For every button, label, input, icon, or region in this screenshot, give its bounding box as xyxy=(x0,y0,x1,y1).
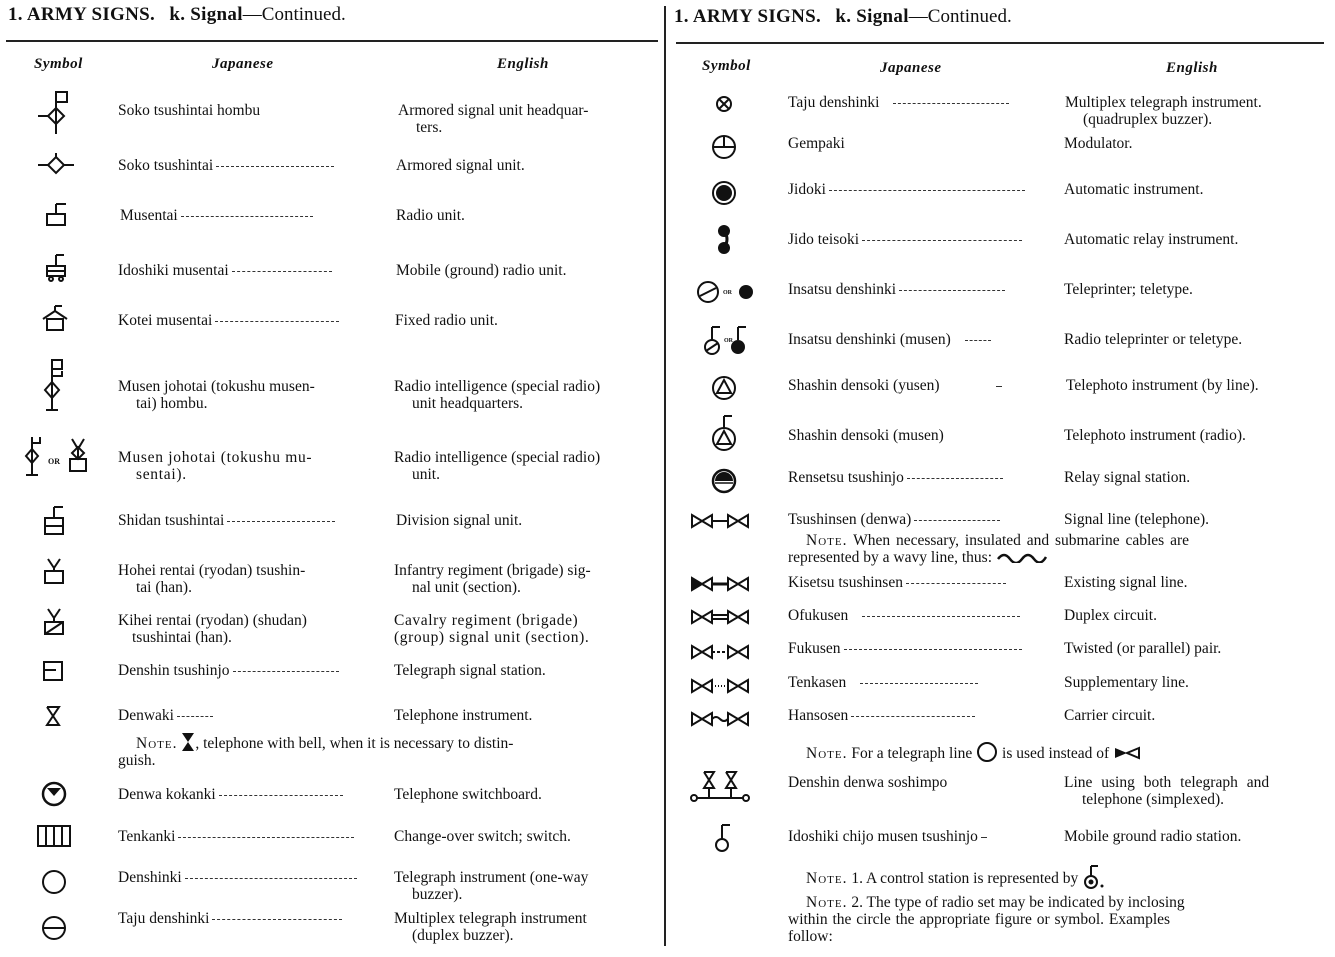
english-column-header: English xyxy=(497,56,549,72)
note-label: Note. xyxy=(136,735,178,752)
telegraph-instrument-icon xyxy=(40,868,68,896)
japanese-term xyxy=(118,449,312,483)
telephoto-line-icon xyxy=(710,374,738,402)
english-line: Infantry regiment (brigade) sig- xyxy=(394,562,591,579)
left-column xyxy=(0,0,663,957)
japanese-text: Tenkasen xyxy=(788,674,847,691)
japanese-term xyxy=(118,157,334,174)
japanese-term xyxy=(118,662,339,679)
telegraph-line-note xyxy=(806,741,1326,763)
japanese-term xyxy=(788,469,1003,486)
english-column-header: English xyxy=(1166,60,1218,76)
english-term: Existing signal line. xyxy=(1064,574,1188,591)
relay-station-icon xyxy=(710,467,738,495)
english-line: Radio intelligence (special radio) xyxy=(394,449,601,466)
or-label: OR xyxy=(724,338,733,344)
division-signal-unit-icon xyxy=(42,504,68,536)
cable-note xyxy=(788,532,1326,566)
japanese-term xyxy=(788,94,1009,111)
japanese-term xyxy=(118,262,332,279)
japanese-term xyxy=(118,512,335,529)
english-term: Relay signal station. xyxy=(1064,469,1191,486)
note-text-cont: follow: xyxy=(788,928,833,945)
relay-instrument-icon xyxy=(714,223,734,257)
note-text: For a telegraph line xyxy=(851,745,973,762)
english-term: Modulator. xyxy=(1064,135,1133,152)
english-term xyxy=(1064,774,1326,808)
subsection-title: k. Signal xyxy=(835,6,909,27)
japanese-term xyxy=(788,707,975,724)
continued-label: —Continued. xyxy=(242,4,346,25)
english-term: Armored signal unit. xyxy=(396,157,525,174)
note-text-cont: represented by a wavy line, thus: xyxy=(788,549,993,566)
radio-unit-icon xyxy=(44,201,70,227)
japanese-text: Insatsu denshinki xyxy=(788,281,897,298)
english-line-cont: telephone (simplexed). xyxy=(1082,791,1225,808)
english-line: Cavalry regiment (brigade) xyxy=(394,612,579,629)
right-column xyxy=(670,0,1335,957)
japanese-term xyxy=(118,612,307,646)
english-term xyxy=(394,562,656,596)
twisted-pair-icon xyxy=(690,644,750,660)
note-text: 2. The type of radio set may be indicated by inclosing xyxy=(851,894,1185,911)
japanese-term xyxy=(118,707,213,724)
japanese-text: Idoshiki chijo musen tsushinjo xyxy=(788,828,978,845)
english-term: Duplex circuit. xyxy=(1064,607,1157,624)
english-line: Telegraph instrument (one-way xyxy=(394,869,589,886)
note-label: Note. xyxy=(806,745,848,762)
japanese-term xyxy=(788,231,1022,248)
switchboard-icon xyxy=(40,780,68,808)
header-rule xyxy=(6,40,658,42)
note-text: , telephone with bell, when it is necessary to distin- xyxy=(195,735,514,752)
english-term: Supplementary line. xyxy=(1064,674,1189,691)
note-text: When necessary, insulated and submarine cables are xyxy=(853,532,1189,549)
radio-intelligence-hq-icon xyxy=(38,358,72,412)
changeover-switch-icon xyxy=(36,824,74,848)
note-text: 1. A control station is represented by xyxy=(851,870,1079,887)
japanese-column-header: Japanese xyxy=(212,56,274,72)
japanese-text: Musentai xyxy=(120,207,178,224)
japanese-term xyxy=(118,828,354,845)
simplexed-line-icon xyxy=(690,768,750,808)
english-line-cont: (duplex buzzer). xyxy=(412,927,514,944)
japanese-term xyxy=(788,181,1025,198)
english-term: Mobile (ground) radio unit. xyxy=(396,262,567,279)
english-term: Carrier circuit. xyxy=(1064,707,1156,724)
section-title: 1. ARMY SIGNS. xyxy=(674,6,822,27)
section-title: 1. ARMY SIGNS. xyxy=(8,4,156,25)
english-term: Automatic relay instrument. xyxy=(1064,231,1239,248)
japanese-text: Musen johotai (tokushu mu- xyxy=(118,449,313,466)
japanese-term xyxy=(788,377,1002,394)
english-term: Telephoto instrument (radio). xyxy=(1064,427,1246,444)
english-term xyxy=(394,910,656,944)
japanese-term xyxy=(118,562,305,596)
japanese-text: Hansosen xyxy=(788,707,849,724)
japanese-text: Taju denshinki xyxy=(788,94,880,111)
english-term: Change-over switch; switch. xyxy=(394,828,571,845)
japanese-text: Kihei rentai (ryodan) (shudan) xyxy=(118,612,307,629)
english-term: Twisted (or parallel) pair. xyxy=(1064,640,1222,657)
english-term: Signal line (telephone). xyxy=(1064,511,1210,528)
english-term: Telephone switchboard. xyxy=(394,786,542,803)
japanese-term xyxy=(118,869,357,886)
english-term: Division signal unit. xyxy=(396,512,523,529)
japanese-text: Taju denshinki xyxy=(118,910,210,927)
telephone-bell-note xyxy=(118,732,658,769)
japanese-term xyxy=(788,828,987,845)
english-line: Multiplex telegraph instrument xyxy=(394,910,587,927)
english-term xyxy=(398,102,660,136)
english-line: Radio intelligence (special radio) xyxy=(394,378,601,395)
circle-icon xyxy=(976,741,998,763)
telephone-instrument-icon xyxy=(44,705,62,727)
japanese-text: Musen johotai (tokushu musen- xyxy=(118,378,315,395)
english-line-cont: unit. xyxy=(412,466,440,483)
japanese-text-cont: tsushintai (han). xyxy=(132,629,232,646)
signal-line-icon xyxy=(690,513,750,529)
japanese-text: Insatsu denshinki (musen) xyxy=(788,331,951,348)
japanese-text: Shashin densoki (yusen) xyxy=(788,377,940,394)
japanese-text: Denwaki xyxy=(118,707,174,724)
japanese-text: Jidoki xyxy=(788,181,826,198)
japanese-text: Denwa kokanki xyxy=(118,786,216,803)
control-station-icon xyxy=(1082,864,1106,890)
japanese-term: Denshin denwa soshimpo xyxy=(788,774,948,791)
japanese-term xyxy=(120,207,313,224)
japanese-text: Tenkanki xyxy=(118,828,176,845)
japanese-term xyxy=(788,574,1006,591)
english-line-cont: unit headquarters. xyxy=(412,395,524,412)
english-line-cont: ters. xyxy=(416,119,443,136)
japanese-term xyxy=(788,281,1005,298)
english-line: Line using both telegraph and xyxy=(1064,774,1270,791)
english-line: Armored signal unit headquar- xyxy=(398,102,589,119)
japanese-text: Soko tsushintai xyxy=(118,157,214,174)
telegraph-station-icon xyxy=(42,658,66,684)
note-label: Note. xyxy=(806,870,848,887)
japanese-term xyxy=(118,910,342,927)
japanese-term xyxy=(788,511,1000,528)
english-term: Telegraph signal station. xyxy=(394,662,546,679)
switchboard-glyph xyxy=(40,780,68,808)
radio-type-note xyxy=(788,894,1326,945)
armored-signal-hq-icon xyxy=(34,90,80,136)
column-divider xyxy=(664,6,666,946)
fixed-radio-unit-icon xyxy=(40,304,70,334)
right-page-header xyxy=(674,6,1012,28)
english-term: Fixed radio unit. xyxy=(395,312,498,329)
or-label: OR xyxy=(48,457,60,466)
english-term: Telephone instrument. xyxy=(394,707,533,724)
english-line: Multiplex telegraph instrument. xyxy=(1065,94,1262,111)
japanese-term: Soko tsushintai hombu xyxy=(118,102,261,119)
english-term: Mobile ground radio station. xyxy=(1064,828,1242,845)
english-line-cont: nal unit (section). xyxy=(412,579,521,596)
bowtie-icon xyxy=(1113,746,1141,760)
japanese-term xyxy=(788,674,978,691)
japanese-term xyxy=(788,331,991,348)
japanese-text: Tsushinsen (denwa) xyxy=(788,511,912,528)
mobile-ground-radio-icon xyxy=(712,822,736,854)
japanese-text: Denshinki xyxy=(118,869,182,886)
japanese-term xyxy=(788,640,1022,657)
or-label: OR xyxy=(723,290,732,296)
japanese-text-cont: tai) hombu. xyxy=(136,395,208,412)
english-term: Automatic instrument. xyxy=(1064,181,1204,198)
note-label: Note. xyxy=(806,894,848,911)
cavalry-signal-unit-icon xyxy=(42,606,68,638)
note-text-cont: is used instead of xyxy=(1002,745,1110,762)
japanese-term xyxy=(788,607,1020,624)
wavy-line-icon xyxy=(996,551,1050,563)
telephone-bell-icon xyxy=(181,732,195,752)
japanese-text: Shidan tsushintai xyxy=(118,512,225,529)
japanese-text: Hohei rentai (ryodan) tsushin- xyxy=(118,562,306,579)
existing-line-icon xyxy=(690,576,750,592)
left-page-header xyxy=(8,4,346,26)
japanese-term: Gempaki xyxy=(788,135,845,152)
automatic-instrument-icon xyxy=(710,179,738,207)
note-label: Note. xyxy=(806,532,848,549)
armored-signal-unit-icon xyxy=(36,153,76,177)
duplex-circuit-icon xyxy=(690,609,750,625)
japanese-text: Idoshiki musentai xyxy=(118,262,229,279)
japanese-text-cont: sentai). xyxy=(136,466,187,483)
japanese-term xyxy=(118,378,315,412)
carrier-circuit-icon xyxy=(690,711,750,727)
subsection-title: k. Signal xyxy=(169,4,243,25)
multiplex-quad-icon xyxy=(714,94,734,114)
note-text-cont: within the circle the appropriate figure or symbol. Examples xyxy=(788,911,1171,928)
japanese-term: Shashin densoki (musen) xyxy=(788,427,944,444)
control-station-note xyxy=(806,864,1326,890)
symbol-column-header: Symbol xyxy=(34,56,83,72)
english-line-cont: buzzer). xyxy=(412,886,463,903)
symbol-column-header: Symbol xyxy=(702,58,751,74)
japanese-term xyxy=(118,312,339,329)
english-line-cont: (quadruplex buzzer). xyxy=(1083,111,1213,128)
infantry-signal-unit-icon xyxy=(42,556,68,586)
note-text-cont: guish. xyxy=(118,752,156,769)
english-term xyxy=(394,869,656,903)
english-line-cont: (group) signal unit (section). xyxy=(394,629,590,646)
japanese-text-cont: tai (han). xyxy=(136,579,192,596)
multiplex-duplex-icon xyxy=(40,914,68,942)
english-term xyxy=(394,612,656,646)
japanese-term xyxy=(118,786,343,803)
japanese-text: Jido teisoki xyxy=(788,231,860,248)
english-term: Telephoto instrument (by line). xyxy=(1066,377,1259,394)
header-rule xyxy=(676,42,1324,44)
mobile-radio-unit-icon xyxy=(44,252,70,282)
telephoto-radio-icon xyxy=(710,413,738,453)
english-term xyxy=(394,449,656,483)
english-term xyxy=(394,378,656,412)
japanese-text: Ofukusen xyxy=(788,607,849,624)
english-term: Radio teleprinter or teletype. xyxy=(1064,331,1243,348)
english-term xyxy=(1065,94,1327,128)
english-term: Radio unit. xyxy=(396,207,465,224)
japanese-text: Fukusen xyxy=(788,640,841,657)
japanese-text: Denshin tsushinjo xyxy=(118,662,230,679)
english-term: Teleprinter; teletype. xyxy=(1064,281,1193,298)
japanese-text: Rensetsu tsushinjo xyxy=(788,469,904,486)
japanese-text: Kotei musentai xyxy=(118,312,213,329)
japanese-column-header: Japanese xyxy=(880,60,942,76)
modulator-icon xyxy=(710,133,738,161)
japanese-text: Kisetsu tsushinsen xyxy=(788,574,903,591)
supplementary-line-icon xyxy=(690,678,750,694)
continued-label: —Continued. xyxy=(908,6,1012,27)
